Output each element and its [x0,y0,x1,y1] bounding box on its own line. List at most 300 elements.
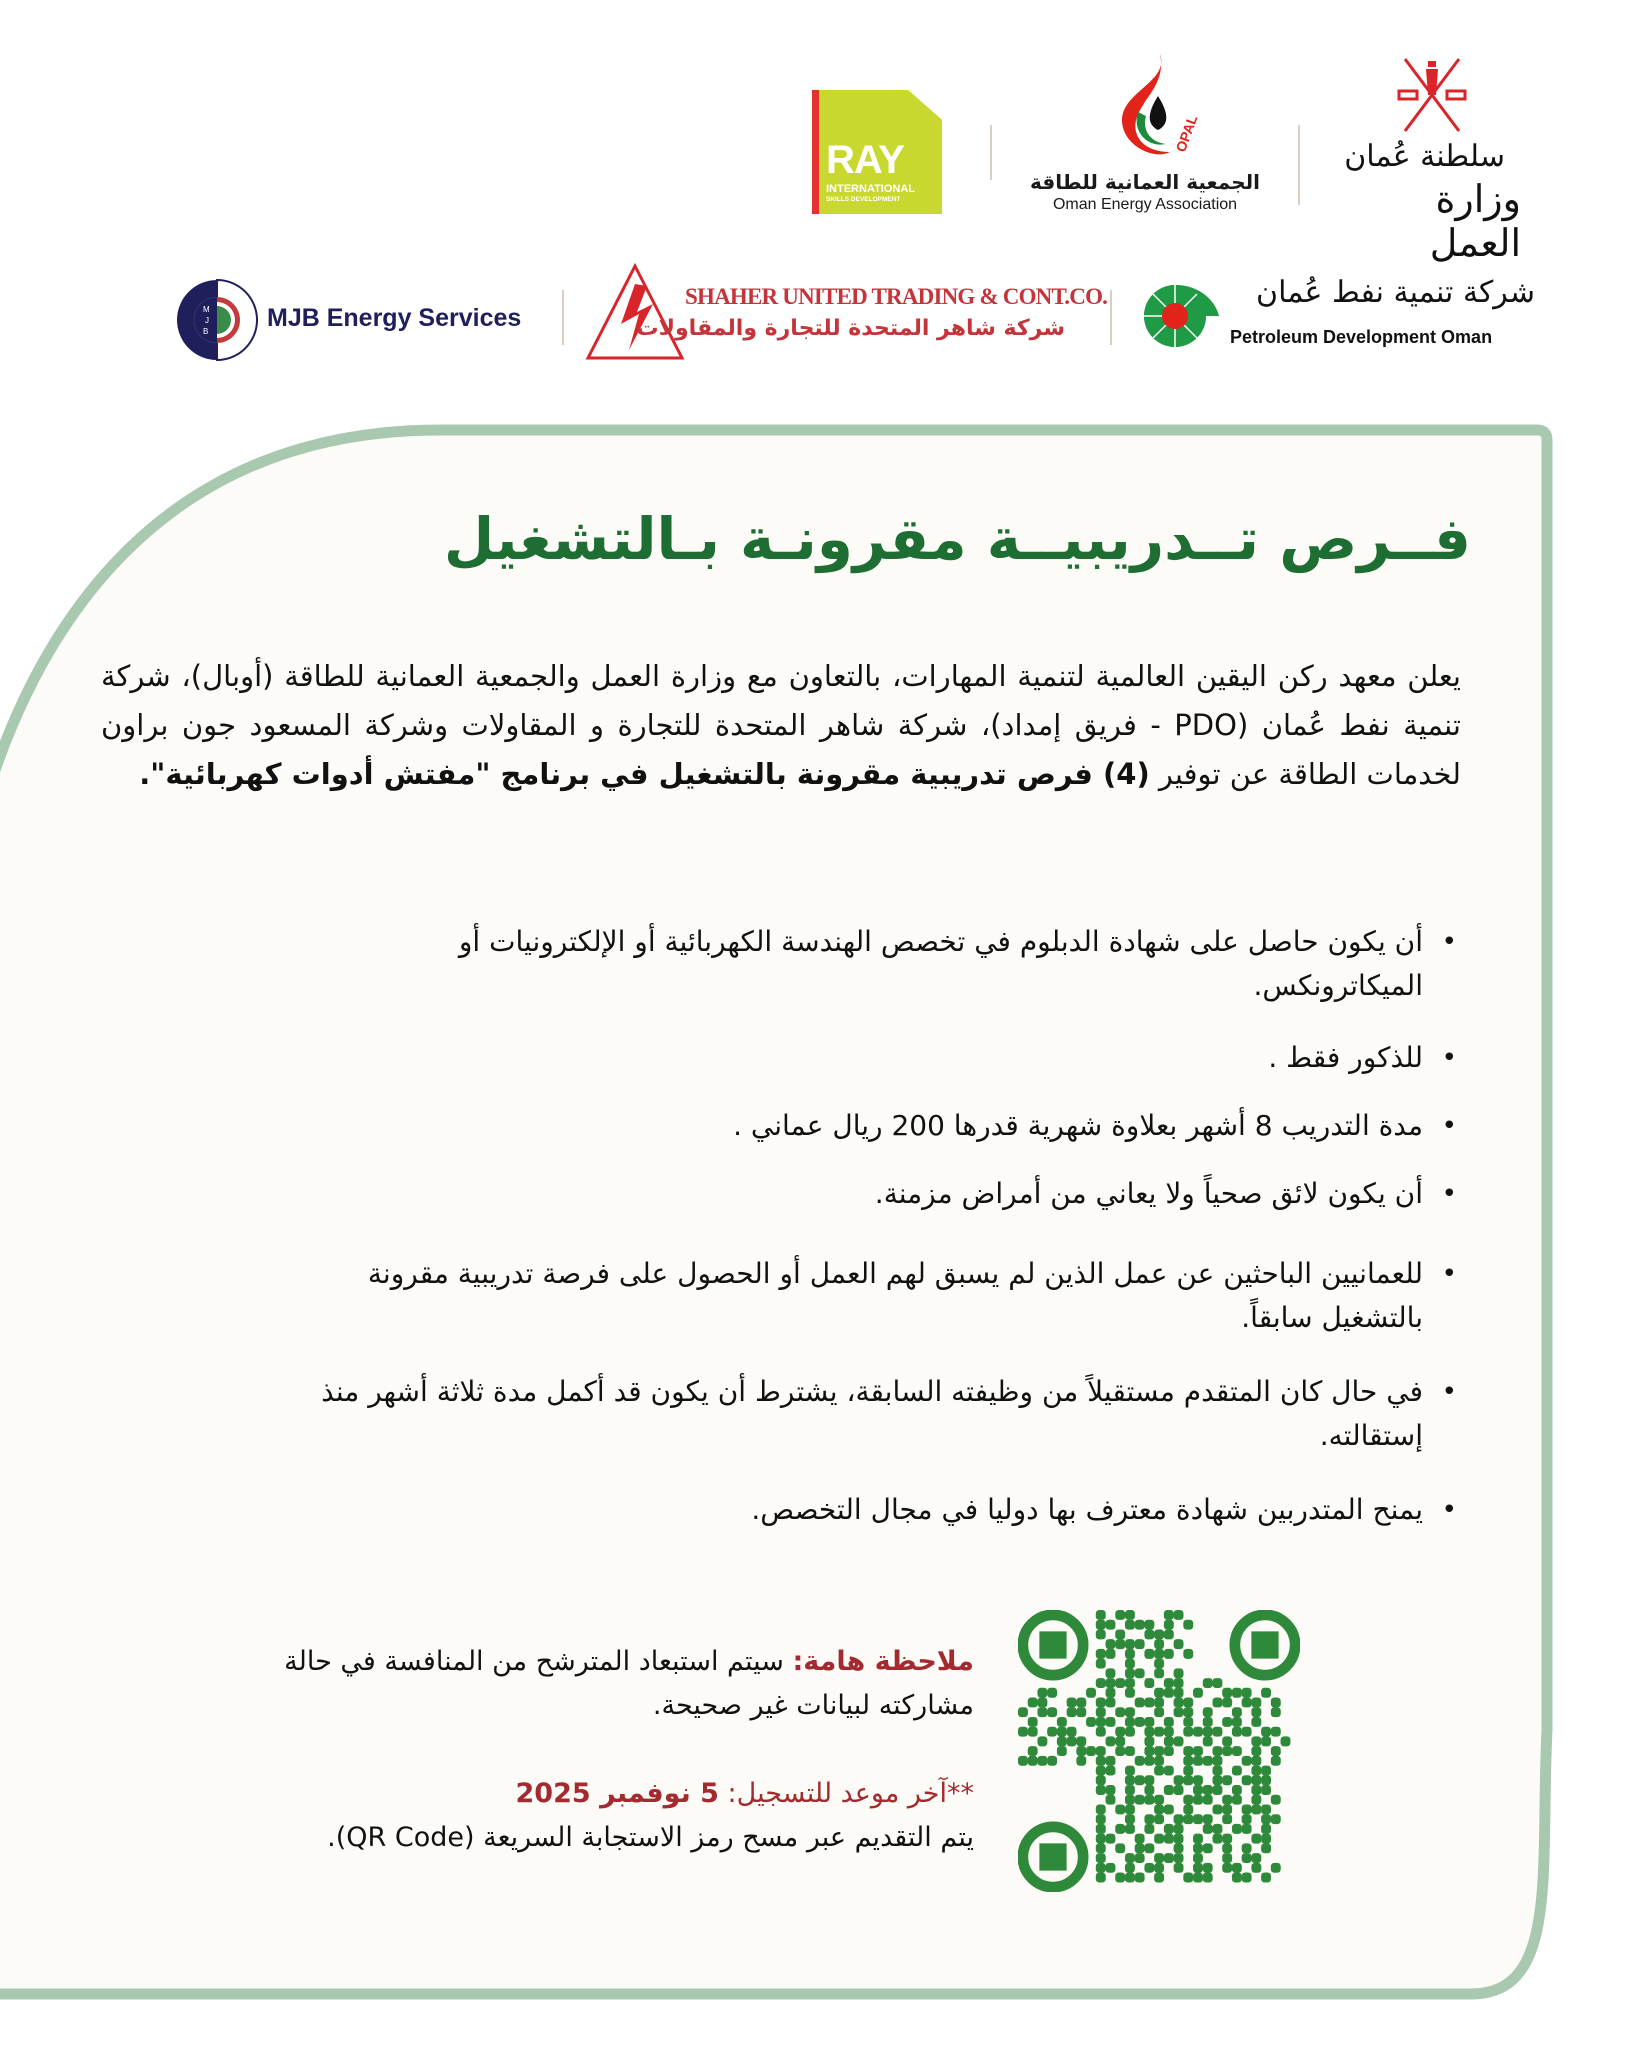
qr-module [1076,1707,1086,1717]
qr-module [1096,1756,1106,1766]
mjb-gear-icon [175,278,259,362]
qr-module [1183,1698,1193,1708]
intro-highlight: (4) فرص تدريبية مقرونة بالتشغيل في برنامج "مفتش أدوات كهربائية". [139,757,1150,791]
qr-module [1203,1824,1213,1834]
qr-module [1125,1678,1135,1688]
qr-module [1174,1775,1184,1785]
qr-module [1154,1698,1164,1708]
qr-module [1232,1785,1242,1795]
qr-module [1164,1688,1174,1698]
qr-module [1115,1707,1125,1717]
requirement-item: • أن يكون حاصل على شهادة الدبلوم في تخصص الهندسة الكهربائية أو الإلكترونيات أو الميكاترونكس. [311,920,1461,1008]
pdo-logo: شركة تنمية نفط عُمان Petroleum Development Oman [1135,275,1535,355]
qr-module [1261,1766,1271,1776]
qr-module [1096,1824,1106,1834]
qr-module [1281,1736,1291,1746]
qr-module [1086,1746,1096,1756]
qr-module [1232,1707,1242,1717]
qr-module [1174,1688,1184,1698]
qr-module [1096,1853,1106,1863]
qr-module [1174,1853,1184,1863]
qr-module [1106,1698,1116,1708]
qr-module [1086,1688,1096,1698]
qr-module [1203,1678,1213,1688]
qr-module [1193,1756,1203,1766]
page-title: فــرص تــدريبيــة مقرونـة بـالتشغيل [443,505,1471,573]
qr-module [1164,1727,1174,1737]
qr-module [1144,1785,1154,1795]
qr-module [1174,1678,1184,1688]
qr-module [1251,1775,1261,1785]
qr-module [1183,1649,1193,1659]
qr-module [1251,1804,1261,1814]
intro-paragraph [101,652,1461,799]
qr-module [1106,1688,1116,1698]
qr-module [1096,1629,1106,1639]
qr-module [1135,1639,1145,1649]
qr-module [1232,1717,1242,1727]
qr-module [1174,1863,1184,1873]
oman-emblem-icon [1397,55,1467,135]
qr-module [1222,1795,1232,1805]
qr-module [1125,1824,1135,1834]
qr-module [1203,1843,1213,1853]
qr-module [1037,1688,1047,1698]
deadline-label: **آخر موعد للتسجيل: [718,1778,974,1809]
deadline-block [214,1772,974,1860]
requirement-item: • يمنح المتدربين شهادة معترف بها دوليا في مجال التخصص. [311,1488,1461,1532]
qr-module [1261,1843,1271,1853]
qr-module [1174,1668,1184,1678]
shaher-logo: SHAHER UNITED TRADING & CONT.CO. شركة شاهر المتحدة للتجارة والمقاولات [585,260,1085,370]
qr-module [1106,1620,1116,1630]
qr-module [1251,1785,1261,1795]
qr-module [1135,1834,1145,1844]
qr-module [1271,1698,1281,1708]
qr-module [1144,1678,1154,1688]
qr-module [1047,1707,1057,1717]
qr-module [1232,1824,1242,1834]
qr-module [1115,1804,1125,1814]
qr-module [1222,1814,1232,1824]
qr-module [1212,1746,1222,1756]
qr-module [1154,1727,1164,1737]
qr-module [1212,1756,1222,1766]
logo-divider [1110,290,1112,345]
qr-module [1261,1804,1271,1814]
qr-module [1144,1746,1154,1756]
qr-module [1251,1698,1261,1708]
qr-module [1193,1814,1203,1824]
qr-module [1096,1707,1106,1717]
qr-module [1193,1834,1203,1844]
qr-module [1164,1824,1174,1834]
qr-module [1154,1639,1164,1649]
bullet-icon: • [1441,1259,1457,1289]
requirement-item: • للعمانيين الباحثين عن عمل الذين لم يسبق لهم العمل أو الحصول على فرصة تدريبية مقرونة بالتشغيل سابقاً. [311,1252,1461,1340]
qr-module [1242,1688,1252,1698]
qr-module [1242,1756,1252,1766]
qr-finder-top-left-center [1039,1631,1066,1658]
qr-module [1203,1814,1213,1824]
qr-module [1125,1649,1135,1659]
qr-module [1067,1707,1077,1717]
qr-module [1271,1863,1281,1873]
qr-module [1096,1678,1106,1688]
qr-module [1174,1707,1184,1717]
qr-module [1164,1834,1174,1844]
qr-module [1242,1814,1252,1824]
qr-module [1125,1814,1135,1824]
qr-module [1251,1707,1261,1717]
qr-module [1144,1727,1154,1737]
qr-module [1261,1775,1271,1785]
apply-instructions: يتم التقديم عبر مسح رمز الاستجابة السريعة (QR Code). [327,1822,974,1853]
qr-module [1164,1717,1174,1727]
bullet-icon: • [1441,927,1457,957]
ministry-of-labour-logo: سلطنة عُمان وزارة العمل [1335,55,1535,225]
qr-module [1067,1727,1077,1737]
qr-module [1261,1814,1271,1824]
qr-module [1106,1756,1116,1766]
qr-module [1144,1756,1154,1766]
qr-module [1037,1756,1047,1766]
qr-module [1251,1736,1261,1746]
qr-module [1251,1795,1261,1805]
qr-module [1164,1804,1174,1814]
mjb-logo: M J B MJB Energy Services [175,280,540,360]
qr-module [1135,1756,1145,1766]
qr-module [1222,1775,1232,1785]
qr-module [1232,1795,1242,1805]
qr-module [1251,1717,1261,1727]
deadline-line [214,1772,974,1816]
qr-module [1106,1795,1116,1805]
qr-module [1203,1707,1213,1717]
qr-module [1251,1766,1261,1776]
qr-module [1125,1707,1135,1717]
qr-module [1203,1785,1213,1795]
qr-module [1028,1698,1038,1708]
qr-module [1154,1766,1164,1776]
qr-module [1232,1863,1242,1873]
qr-module [1242,1853,1252,1863]
qr-module [1096,1843,1106,1853]
requirements-list [311,920,1461,1556]
qr-module [1125,1727,1135,1737]
qr-module [1154,1795,1164,1805]
qr-module [1154,1649,1164,1659]
qr-module [1174,1843,1184,1853]
qr-module [1096,1620,1106,1630]
qr-module [1164,1746,1174,1756]
qr-module [1154,1688,1164,1698]
qr-module [1271,1707,1281,1717]
qr-module [1251,1756,1261,1766]
qr-module [1242,1698,1252,1708]
qr-module [1203,1795,1213,1805]
qr-module [1193,1785,1203,1795]
opal-logo: OPAL الجمعية العمانية للطاقة Oman Energy Association [1020,50,1270,220]
qr-module [1154,1629,1164,1639]
qr-module [1193,1843,1203,1853]
qr-module [1183,1766,1193,1776]
qr-module [1106,1785,1116,1795]
qr-module [1232,1746,1242,1756]
qr-module [1115,1843,1125,1853]
qr-module [1174,1610,1184,1620]
qr-module [1251,1853,1261,1863]
qr-module [1183,1814,1193,1824]
qr-module [1106,1717,1116,1727]
qr-module [1164,1678,1174,1688]
qr-module [1154,1746,1164,1756]
qr-module [1203,1863,1213,1873]
deadline-date: 5 نوفمبر 2025 [515,1778,719,1809]
qr-module [1067,1698,1077,1708]
qr-module [1125,1668,1135,1678]
opal-drop-icon [1100,52,1200,162]
requirement-item: • أن يكون لائق صحياً ولا يعاني من أمراض مزمنة. [311,1172,1461,1216]
qr-module [1242,1843,1252,1853]
qr-module [1261,1834,1271,1844]
qr-module [1125,1785,1135,1795]
qr-module [1106,1649,1116,1659]
qr-module [1096,1727,1106,1737]
qr-module [1125,1659,1135,1669]
qr-module [1057,1736,1067,1746]
intro-text: يعلن معهد ركن اليقين العالمية لتنمية المهارات، بالتعاون مع وزارة العمل والجمعية العمانية للطاقة (أوبال)، شركة تنمية نفط عُمان (PDO - فريق إمداد)، شركة شاهر المتحدة للتجارة و المقاولات وشركة المسعود جون براون لخدمات الطاقة عن توفير [101,659,1461,791]
qr-module [1096,1717,1106,1727]
qr-module [1125,1688,1135,1698]
qr-module [1125,1610,1135,1620]
qr-module [1057,1727,1067,1737]
qr-module [1164,1736,1174,1746]
qr-module [1135,1853,1145,1863]
opal-badge: OPAL [1172,112,1200,154]
qr-module [1135,1775,1145,1785]
qr-module [1028,1746,1038,1756]
qr-module [1261,1873,1271,1883]
qr-module [1144,1814,1154,1824]
qr-module [1018,1756,1028,1766]
qr-module [1096,1698,1106,1708]
qr-module [1135,1717,1145,1727]
qr-module [1115,1824,1125,1834]
qr-module [1164,1620,1174,1630]
qr-module [1261,1688,1271,1698]
qr-module [1271,1727,1281,1737]
qr-module [1057,1746,1067,1756]
qr-module [1212,1775,1222,1785]
qr-module [1096,1785,1106,1795]
qr-module [1144,1863,1154,1873]
bullet-icon: • [1441,1043,1457,1073]
qr-module [1125,1853,1135,1863]
qr-module [1174,1698,1184,1708]
note-text: سيتم استبعاد المترشح من المنافسة في حالة مشاركته لبيانات غير صحيحة. [284,1646,974,1721]
qr-module [1086,1717,1096,1727]
qr-module [1144,1620,1154,1630]
qr-module [1174,1736,1184,1746]
qr-module [1028,1756,1038,1766]
qr-module [1261,1824,1271,1834]
qr-module [1164,1853,1174,1863]
qr-module [1183,1707,1193,1717]
qr-module [1193,1775,1203,1785]
qr-module [1135,1620,1145,1630]
qr-module [1144,1736,1154,1746]
qr-module [1106,1668,1116,1678]
qr-module [1183,1746,1193,1756]
bullet-icon: • [1441,1377,1457,1407]
qr-module [1125,1620,1135,1630]
qr-module [1174,1639,1184,1649]
qr-code[interactable] [1018,1610,1300,1892]
qr-module [1232,1766,1242,1776]
qr-module [1125,1795,1135,1805]
qr-finder-bottom-left-center [1039,1843,1066,1870]
qr-module [1212,1785,1222,1795]
qr-module [1106,1639,1116,1649]
qr-module [1261,1785,1271,1795]
qr-module [1028,1717,1038,1727]
qr-module [1222,1688,1232,1698]
qr-module [1164,1629,1174,1639]
qr-module [1096,1834,1106,1844]
logo-divider [562,290,564,345]
logo-divider [990,125,992,180]
qr-module [1222,1863,1232,1873]
qr-module [1135,1698,1145,1708]
qr-module [1164,1610,1174,1620]
qr-module [1232,1873,1242,1883]
qr-module [1125,1717,1135,1727]
qr-module [1222,1804,1232,1814]
bullet-icon: • [1441,1111,1457,1141]
qr-module [1096,1804,1106,1814]
qr-module [1203,1727,1213,1737]
qr-module [1018,1727,1028,1737]
qr-module [1212,1698,1222,1708]
ray-logo: RAY INTERNATIONAL SKILLS DEVELOPMENT [812,90,942,214]
qr-module [1164,1785,1174,1795]
qr-module [1242,1727,1252,1737]
qr-module [1222,1834,1232,1844]
qr-module [1144,1717,1154,1727]
qr-module [1144,1649,1154,1659]
qr-module [1154,1668,1164,1678]
qr-module [1125,1775,1135,1785]
qr-module [1076,1736,1086,1746]
qr-module [1125,1746,1135,1756]
qr-module [1212,1678,1222,1688]
qr-module [1018,1707,1028,1717]
svg-text:J: J [205,316,209,325]
qr-module [1076,1756,1086,1766]
qr-module [1115,1639,1125,1649]
qr-module [1183,1804,1193,1814]
qr-module [1125,1766,1135,1776]
qr-module [1037,1698,1047,1708]
qr-module [1261,1736,1271,1746]
qr-module [1096,1873,1106,1883]
qr-module [1183,1756,1193,1766]
qr-module [1096,1766,1106,1776]
qr-module [1154,1707,1164,1717]
qr-module [1154,1756,1164,1766]
qr-module [1174,1834,1184,1844]
qr-module [1115,1629,1125,1639]
qr-module [1212,1834,1222,1844]
qr-module [1096,1775,1106,1785]
qr-module [1125,1804,1135,1814]
qr-module [1135,1873,1145,1883]
qr-module [1057,1717,1067,1727]
qr-module [1193,1688,1203,1698]
qr-module [1135,1795,1145,1805]
qr-module [1271,1746,1281,1756]
qr-module [1222,1853,1232,1863]
qr-module [1106,1834,1116,1844]
qr-module [1222,1717,1232,1727]
qr-module [1193,1746,1203,1756]
qr-module [1193,1863,1203,1873]
qr-module [1242,1775,1252,1785]
qr-module [1144,1843,1154,1853]
bullet-icon: • [1441,1495,1457,1525]
qr-module [1125,1873,1135,1883]
qr-module [1076,1698,1086,1708]
qr-module [1067,1736,1077,1746]
bullet-icon: • [1441,1179,1457,1209]
qr-module [1251,1834,1261,1844]
svg-text:B: B [203,327,209,336]
qr-module [1183,1873,1193,1883]
qr-module [1154,1659,1164,1669]
qr-module [1174,1824,1184,1834]
qr-module [1144,1824,1154,1834]
important-note [214,1640,974,1728]
qr-module [1164,1766,1174,1776]
qr-module [1047,1756,1057,1766]
qr-module [1271,1795,1281,1805]
pdo-shell-icon [1135,281,1221,351]
qr-module [1144,1795,1154,1805]
qr-module [1203,1756,1213,1766]
qr-module [1271,1814,1281,1824]
qr-module [1076,1746,1086,1756]
qr-module [1174,1785,1184,1795]
svg-text:M: M [203,305,210,314]
qr-module [1242,1873,1252,1883]
qr-module [1106,1863,1116,1873]
qr-module [1125,1863,1135,1873]
qr-module [1037,1736,1047,1746]
qr-module [1203,1873,1213,1883]
note-label: ملاحظة هامة: [792,1646,974,1677]
qr-module [1096,1610,1106,1620]
qr-module [1222,1736,1232,1746]
qr-module [1115,1678,1125,1688]
qr-module [1115,1610,1125,1620]
qr-module [1212,1804,1222,1814]
qr-module [1222,1746,1232,1756]
qr-module [1144,1775,1154,1785]
qr-module [1115,1736,1125,1746]
qr-module [1242,1804,1252,1814]
requirement-item: • مدة التدريب 8 أشهر بعلاوة شهرية قدرها 200 ريال عماني . [311,1104,1461,1148]
